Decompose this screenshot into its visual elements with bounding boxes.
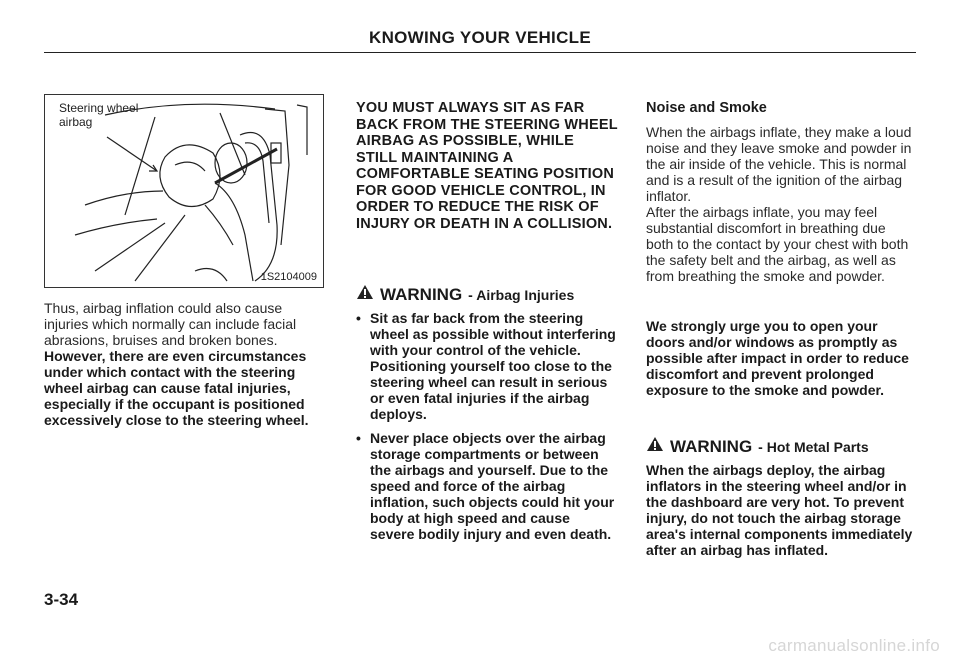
col2-caps-paragraph: YOU MUST ALWAYS SIT AS FAR BACK FROM THE STEERING WHEEL AIRBAG AS POSSIBLE, WHILE STILL MAINTAINING A COMFORTABLE SEATING POSITION FOR GOOD VEHICLE CONTROL, IN ORDER TO REDUCE THE RISK OF INJURY OR DEATH IN A COLLISION. (356, 100, 618, 232)
caption-line-1: Steering wheel (59, 101, 139, 115)
noise-paragraph-1: When the airbags inflate, they make a loud noise and they leave smoke and powder in the air inside of the vehicle. This is normal and is a result of the ignition of the airbag inflator. (646, 124, 912, 204)
col1-paragraph (44, 300, 322, 428)
warning-hot-metal-parts (646, 436, 916, 457)
noise-paragraph-3: We strongly urge you to open your doors and/or windows as promptly as possible after impact in order to reduce discomfort and prevent prolonged exposure to the smoke and powder. (646, 318, 909, 398)
warning-airbag-injuries (356, 284, 618, 305)
noise-paragraph-2: After the airbags inflate, you may feel substantial discomfort in breathing due both to the contact by your chest with both the safety belt and the airbag, as well as from breathing the smoke and powder. (646, 204, 909, 284)
bullet-item: • Sit as far back from the steering wheel as possible without interfering with your control of the vehicle. Positioning yourself too close to the steering wheel can result in serious or even fatal injuries if the airbag deploys. (356, 310, 618, 422)
warning-title: WARNING (380, 285, 463, 304)
col1-bold-text: However, there are even circumstances under which contact with the steering wheel airbag can cause fatal injuries, especially if the occupant is positioned excessively close to the steering wheel. (44, 348, 309, 428)
caption-line-2: airbag (59, 115, 93, 129)
warning-bullet-list (356, 310, 618, 550)
noise-smoke-heading: Noise and Smoke (646, 100, 767, 116)
warning-triangle-icon (646, 436, 664, 452)
warning-subtitle: - Hot Metal Parts (758, 439, 869, 455)
figure-id: 1S2104009 (260, 271, 317, 283)
warning-triangle-icon (356, 284, 374, 300)
watermark: carmanualsonline.info (768, 636, 940, 655)
warning-title: WARNING (670, 437, 753, 456)
bullet-item: • Never place objects over the airbag storage compartments or between the airbags and yourself. Due to the speed and force of the airbag inflation, such objects could hit your body at high speed and cause severe bodily injury and even death. (356, 430, 618, 542)
header-rule (44, 52, 916, 53)
figure-caption (59, 101, 138, 129)
col1-plain-text: Thus, airbag inflation could also cause injuries which normally can include facial abrasions, bruises and broken bones. (44, 300, 297, 348)
steering-wheel-airbag-figure (44, 94, 324, 288)
page-number: 3-34 (44, 590, 79, 609)
warning-subtitle: - Airbag Injuries (468, 287, 575, 303)
page-header: KNOWING YOUR VEHICLE (369, 28, 591, 47)
hot-metal-paragraph: When the airbags deploy, the airbag inflators in the steering wheel and/or in the dashboard are very hot. To prevent injury, do not touch the airbag storage area's internal components immediately after an airbag has inflated. (646, 462, 913, 558)
